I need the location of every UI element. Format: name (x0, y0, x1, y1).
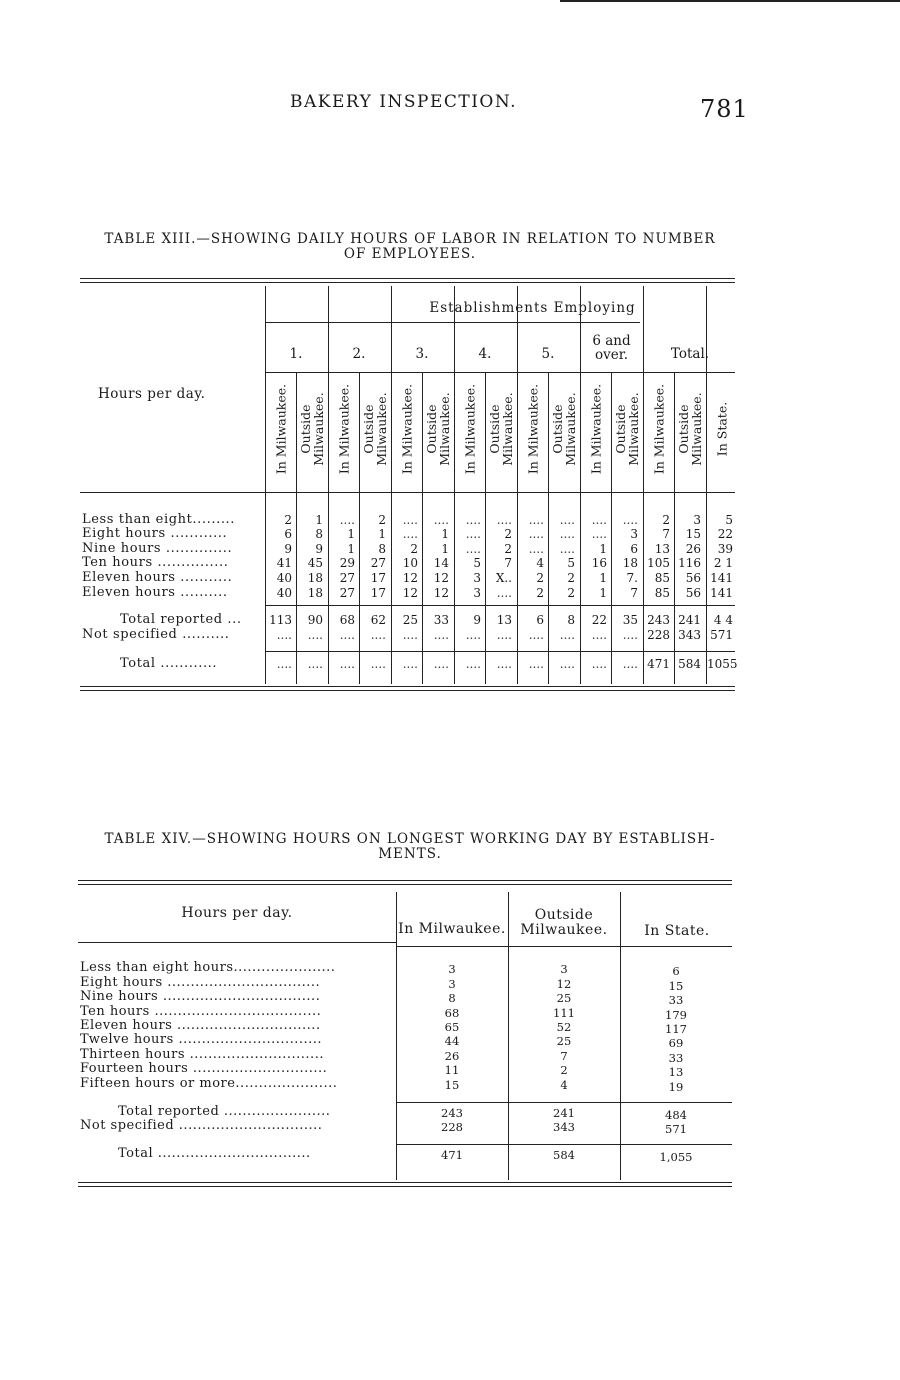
table13-subheader-outside-line1: Outside (486, 404, 502, 454)
table13-cell: 2 (378, 513, 386, 527)
table13-subheader-outside (362, 392, 388, 465)
table13-row-label: Total ............ (120, 656, 218, 671)
table13-cell: 1 (347, 542, 355, 556)
table13-total-rule (265, 651, 735, 652)
table13-cell: 22 (591, 613, 607, 627)
table13-cell: .... (339, 513, 355, 527)
table13-subheader (391, 374, 422, 484)
table13-cell: 8 (567, 613, 575, 627)
table13-cell: 1 (347, 527, 355, 541)
table13-cell: 2 (410, 542, 418, 556)
table13-subheader-outside-line2: Milwaukee. (688, 392, 704, 466)
table13-row-label: Eight hours ............ (82, 526, 228, 541)
table13-cell: .... (496, 586, 512, 600)
table13-cell: 141 (710, 571, 733, 585)
table13-cell: 228 (647, 628, 670, 642)
table13-caption-line2: OF EMPLOYEES. (343, 246, 477, 262)
table13-cell: .... (496, 628, 512, 642)
table13-cell: .... (528, 513, 544, 527)
table13-body-rule (265, 605, 735, 606)
table13-cell: 17 (370, 586, 386, 600)
table13-subheader (517, 374, 548, 484)
table13-cell: 22 (717, 527, 733, 541)
table14-col-outside (508, 908, 620, 938)
table14-cell-milwaukee: 3 (448, 962, 456, 976)
table14-row-label: Fifteen hours or more...................... (80, 1076, 338, 1091)
table13-cell: .... (591, 513, 607, 527)
table13-subheader-outside-line1: Outside (549, 404, 565, 454)
table13-subheader (328, 374, 359, 484)
table13-cell: 105 (647, 556, 670, 570)
table13-row-label: Ten hours ............... (82, 555, 229, 570)
table13-cell: .... (559, 542, 575, 556)
table13-cell: .... (276, 657, 292, 671)
table13-cell: 12 (433, 586, 449, 600)
table13-cell: .... (465, 657, 481, 671)
table14-cell-state: 117 (665, 1022, 687, 1036)
table13-cell: 2 (536, 571, 544, 585)
table13-cell: 6 (284, 527, 292, 541)
table14-bottom-rule (78, 1182, 732, 1183)
table13-cell: .... (559, 527, 575, 541)
table13-cell: 241 (678, 613, 701, 627)
table13-cell: 8 (378, 542, 386, 556)
table13-cell: 45 (307, 556, 323, 570)
table13-cell: 29 (339, 556, 355, 570)
table13-subheader-outside (425, 392, 451, 465)
table13-row-label: Not specified .......... (82, 627, 230, 642)
table13-bottom-rule-2 (80, 690, 735, 691)
table13-cell: 2 (567, 571, 575, 585)
table13-cell: 18 (307, 571, 323, 585)
table14-row-label: Total reported ....................... (118, 1104, 331, 1119)
table14-cell-milwaukee: 243 (441, 1106, 463, 1120)
table13-row-label: Less than eight......... (82, 512, 236, 527)
table13-cell: .... (402, 513, 418, 527)
table14-cell-state: 13 (668, 1065, 684, 1079)
table13-cell: 3 (630, 527, 638, 541)
table13-cell: 584 (678, 657, 701, 671)
table13-subheader-outside (299, 392, 325, 465)
table13-cell: 3 (473, 571, 481, 585)
table13-cell: 6 (536, 613, 544, 627)
table14-col-outside-line1: Outside (534, 907, 594, 923)
table13-cell: 17 (370, 571, 386, 585)
table14-row-label: Not specified ............................... (80, 1118, 323, 1133)
table13-cell: .... (591, 527, 607, 541)
table13-cell: 8 (315, 527, 323, 541)
table13-cell: .... (528, 527, 544, 541)
table13-cell: 13 (654, 542, 670, 556)
table13-subheader-in-milwaukee: In Milwaukee. (651, 383, 666, 475)
table13-spanner: Establishments Employing (429, 300, 636, 316)
table13-cell: .... (528, 657, 544, 671)
table13-cell: 1 (599, 542, 607, 556)
table14-cell-milwaukee: 3 (448, 977, 456, 991)
table13-subheader-state: In State. (714, 401, 729, 457)
table13-cell: 571 (710, 628, 733, 642)
table13-cell: 7 (662, 527, 670, 541)
table13-cell: 56 (685, 586, 701, 600)
table13-row-label: Eleven hours ........... (82, 570, 233, 585)
table13-subheader (296, 374, 327, 484)
table13-cell: 90 (307, 613, 323, 627)
table13-subheader-outside-line1: Outside (423, 404, 439, 454)
table14-cell-outside: 25 (556, 991, 572, 1005)
table13-cell: 1 (378, 527, 386, 541)
table13-subheader-in-milwaukee: In Milwaukee. (273, 383, 288, 475)
table13-cell: 18 (622, 556, 638, 570)
table13-cell: 4 4 (713, 613, 733, 627)
table13-cell: 13 (496, 613, 512, 627)
table13-subheader-in-milwaukee: In Milwaukee. (525, 383, 540, 475)
table13-cell: 343 (678, 628, 701, 642)
table13-cell: 2 (536, 586, 544, 600)
table14-cell-milwaukee: 8 (448, 991, 456, 1005)
table13-cell: .... (559, 657, 575, 671)
table14-cell-milwaukee: 65 (444, 1020, 460, 1034)
page-number: 781 (700, 95, 749, 123)
table14-header-rule-left (78, 942, 396, 943)
table13-group-6-line: over. (594, 347, 628, 363)
table13-subheader-in-milwaukee: In Milwaukee. (588, 383, 603, 475)
table14-top-rule (78, 880, 732, 881)
table13-cell: .... (402, 527, 418, 541)
table13-caption (80, 232, 740, 262)
table13-row-label: Eleven hours .......... (82, 585, 228, 600)
table13-cell: 85 (654, 586, 670, 600)
table13-cell: 9 (315, 542, 323, 556)
table13-cell: .... (433, 657, 449, 671)
table13-subheader (485, 374, 516, 484)
table14-cell-milwaukee: 471 (441, 1148, 463, 1162)
table13-subheader (674, 374, 705, 484)
table13-subheader (454, 374, 485, 484)
table14-row-header: Hours per day. (181, 905, 293, 921)
table13-row-label: Nine hours .............. (82, 541, 233, 556)
table13-cell: 27 (339, 586, 355, 600)
table14-cell-milwaukee: 11 (444, 1063, 460, 1077)
table13-cell: 5 (725, 513, 733, 527)
table14-cell-state: 19 (668, 1080, 684, 1094)
table13-cell: 6 (630, 542, 638, 556)
table14-total-rule (396, 1144, 732, 1145)
table14-cell-outside: 3 (560, 962, 568, 976)
table13-subheader-outside (614, 392, 640, 465)
table14-top-rule-2 (78, 884, 732, 885)
table13-cell: 1 (315, 513, 323, 527)
table13-cell: 12 (402, 571, 418, 585)
table13-cell: 1 (599, 586, 607, 600)
table13-cell: 40 (276, 571, 292, 585)
table14-col-state: In State. (644, 923, 710, 939)
table13-total-label: Total. (670, 346, 710, 362)
table13-subheader-in-milwaukee: In Milwaukee. (399, 383, 414, 475)
table13-group-label: 1. (289, 346, 303, 362)
table13-row-header: Hours per day. (98, 386, 206, 402)
table13-cell: 2 (504, 527, 512, 541)
table13-cell: .... (622, 628, 638, 642)
table13-group-label: 2. (352, 346, 366, 362)
table13-subheader-outside-line2: Milwaukee. (436, 392, 452, 466)
table13-subheader-outside-line2: Milwaukee. (562, 392, 578, 466)
table13-cell: .... (402, 657, 418, 671)
table13-cell: 2 (504, 542, 512, 556)
table13-cell: 1055 (707, 657, 738, 671)
table13-subheader-outside-line2: Milwaukee. (625, 392, 641, 466)
table13-cell: 85 (654, 571, 670, 585)
table14-row-label: Thirteen hours ............................. (80, 1047, 324, 1062)
table13-cell: .... (528, 628, 544, 642)
table13-cell: 9 (284, 542, 292, 556)
table14-cell-milwaukee: 15 (444, 1078, 460, 1092)
table14-row-label: Nine hours .................................. (80, 989, 321, 1004)
table13-cell: .... (559, 628, 575, 642)
table13-cell: .... (591, 628, 607, 642)
table13-subheader-outside-line2: Milwaukee. (499, 392, 515, 466)
table14-cell-state: 69 (668, 1036, 684, 1050)
table13-cell: .... (496, 513, 512, 527)
table13-cell: 56 (685, 571, 701, 585)
table13-cell: 18 (307, 586, 323, 600)
table13-group-label: 5. (541, 346, 555, 362)
table13-subheader-outside-line2: Milwaukee. (373, 392, 389, 466)
table13-group-rule (265, 372, 735, 373)
table13-subheader (643, 374, 674, 484)
table13-cell: .... (496, 657, 512, 671)
table13-subheader-outside-line1: Outside (612, 404, 628, 454)
table13-subheader-in-milwaukee: In Milwaukee. (336, 383, 351, 475)
table13-subheader-in-milwaukee: In Milwaukee. (462, 383, 477, 475)
table13-cell: 10 (402, 556, 418, 570)
running-title: BAKERY INSPECTION. (290, 92, 518, 112)
table14-divider-1 (396, 892, 397, 1180)
table14-cell-milwaukee: 68 (444, 1006, 460, 1020)
table13-cell: 16 (591, 556, 607, 570)
table14-row-label: Total ................................. (118, 1146, 311, 1161)
table13-row-label: Total reported ... (120, 612, 242, 627)
table13-cell: 471 (647, 657, 670, 671)
table13-group-6-label (580, 334, 643, 362)
table13-cell: 25 (402, 613, 418, 627)
table14-cell-outside: 241 (553, 1106, 575, 1120)
table13-subheader (548, 374, 579, 484)
table13-cell: 2 (567, 586, 575, 600)
table14-divider-3 (620, 892, 621, 1180)
table14-cell-outside: 12 (556, 977, 572, 991)
table13-cell: .... (370, 657, 386, 671)
table13-cell: 1 (599, 571, 607, 585)
table13-cell: 68 (339, 613, 355, 627)
table13-cell: .... (370, 628, 386, 642)
table13-cell: .... (276, 628, 292, 642)
table13-cell: 5 (473, 556, 481, 570)
table13-subheader (359, 374, 390, 484)
table13-cell: 113 (269, 613, 292, 627)
table14-cell-milwaukee: 228 (441, 1120, 463, 1134)
table14-row-label: Ten hours .................................... (80, 1004, 322, 1019)
table13-cell: .... (465, 628, 481, 642)
table13-cell: X.. (495, 571, 512, 585)
table13-cell: 2 (662, 513, 670, 527)
table13-subheader-outside-line1: Outside (360, 404, 376, 454)
table13 (80, 278, 740, 698)
table13-cell: 14 (433, 556, 449, 570)
table13-cell: 1 (441, 527, 449, 541)
table14-cell-milwaukee: 26 (444, 1049, 460, 1063)
table13-cell: .... (559, 513, 575, 527)
table14-divider-2 (508, 892, 509, 1180)
table14-cell-outside: 2 (560, 1063, 568, 1077)
table13-caption-line1: TABLE XIII.—SHOWING DAILY HOURS OF LABOR IN RELATION TO NUMBER (104, 231, 716, 247)
table14-cell-outside: 7 (560, 1049, 568, 1063)
table14-row-label: Eight hours ................................. (80, 975, 321, 990)
table14-body-rule (396, 1102, 732, 1103)
table13-cell: .... (433, 513, 449, 527)
table13-subheader (265, 374, 296, 484)
table13-top-rule (80, 278, 735, 279)
table14-caption-line1: TABLE XIV.—SHOWING HOURS ON LONGEST WORKING DAY BY ESTABLISH- (104, 831, 716, 847)
table13-cell: 41 (276, 556, 292, 570)
table14-row-label: Eleven hours ............................... (80, 1018, 321, 1033)
top-edge-rule (560, 0, 900, 2)
table14-cell-state: 571 (665, 1122, 687, 1136)
table13-cell: .... (307, 657, 323, 671)
table13-spanner-rule (265, 322, 640, 323)
table13-cell: 12 (402, 586, 418, 600)
table13-cell: .... (339, 628, 355, 642)
table14-bottom-rule-2 (78, 1186, 732, 1187)
table13-cell: 3 (693, 513, 701, 527)
table13-top-rule-2 (80, 282, 735, 283)
table14-cell-state: 1,055 (659, 1150, 693, 1164)
table13-cell: .... (465, 513, 481, 527)
table14-cell-state: 484 (665, 1108, 687, 1122)
table14-cell-state: 15 (668, 979, 684, 993)
table13-subheader-outside (488, 392, 514, 465)
table13-cell: 12 (433, 571, 449, 585)
table13-subheader (611, 374, 642, 484)
table13-cell: 9 (473, 613, 481, 627)
table14 (78, 880, 734, 1190)
table14-cell-outside: 584 (553, 1148, 575, 1162)
table13-subheader-outside (551, 392, 577, 465)
table13-cell: .... (622, 513, 638, 527)
table13-cell: 243 (647, 613, 670, 627)
table13-cell: .... (465, 542, 481, 556)
table14-cell-milwaukee: 44 (444, 1034, 460, 1048)
table14-cell-outside: 25 (556, 1034, 572, 1048)
table13-cell: 27 (339, 571, 355, 585)
table13-group-label: 4. (478, 346, 492, 362)
table13-header-bottom-rule (80, 492, 735, 493)
table13-cell: .... (465, 527, 481, 541)
table13-cell: 35 (622, 613, 638, 627)
table13-cell: 40 (276, 586, 292, 600)
table14-cell-outside: 343 (553, 1120, 575, 1134)
table13-cell: .... (433, 628, 449, 642)
table14-row-label: Less than eight hours...................... (80, 960, 336, 975)
table14-cell-outside: 4 (560, 1078, 568, 1092)
table13-cell: 15 (685, 527, 701, 541)
table13-cell: .... (622, 657, 638, 671)
table14-cell-outside: 111 (553, 1006, 575, 1020)
table13-subheader (706, 374, 737, 484)
table13-subheader-outside-line1: Outside (297, 404, 313, 454)
table14-cell-state: 6 (672, 964, 680, 978)
table13-group-label: 3. (415, 346, 429, 362)
table13-cell: 2 1 (713, 556, 733, 570)
table13-group-6-line: 6 and (592, 333, 631, 349)
table13-cell: 116 (678, 556, 701, 570)
table13-subheader (580, 374, 611, 484)
table13-cell: 7. (626, 571, 638, 585)
table13-cell: .... (591, 657, 607, 671)
table13-cell: .... (402, 628, 418, 642)
table13-cell: 2 (284, 513, 292, 527)
table13-subheader-outside-line2: Milwaukee. (310, 392, 326, 466)
table13-cell: 33 (433, 613, 449, 627)
table13-cell: .... (307, 628, 323, 642)
table13-cell: 7 (630, 586, 638, 600)
table13-bottom-rule (80, 686, 735, 687)
table13-subheader-outside-line1: Outside (675, 404, 691, 454)
table13-cell: 62 (370, 613, 386, 627)
table14-cell-outside: 52 (556, 1020, 572, 1034)
table14-row-label: Fourteen hours ............................. (80, 1061, 328, 1076)
table13-cell: 141 (710, 586, 733, 600)
table14-col-milwaukee: In Milwaukee. (398, 921, 506, 937)
table13-cell: 7 (504, 556, 512, 570)
table13-cell: 3 (473, 586, 481, 600)
table13-cell: 39 (717, 542, 733, 556)
table14-cell-state: 33 (668, 1051, 684, 1065)
table13-cell: 1 (441, 542, 449, 556)
table13-cell: .... (339, 657, 355, 671)
table14-caption-line2: MENTS. (378, 846, 442, 862)
table14-col-outside-line2: Milwaukee. (520, 922, 608, 938)
table14-cell-state: 33 (668, 993, 684, 1007)
table13-subheader (422, 374, 453, 484)
table13-cell: 5 (567, 556, 575, 570)
table13-cell: 27 (370, 556, 386, 570)
table13-cell: 4 (536, 556, 544, 570)
table14-cell-state: 179 (665, 1008, 687, 1022)
table14-caption (80, 832, 740, 862)
table14-row-label: Twelve hours ............................... (80, 1032, 323, 1047)
table13-cell: .... (528, 542, 544, 556)
table13-subheader-outside (677, 392, 703, 465)
table14-header-rule-right (396, 946, 732, 947)
table13-cell: 26 (685, 542, 701, 556)
